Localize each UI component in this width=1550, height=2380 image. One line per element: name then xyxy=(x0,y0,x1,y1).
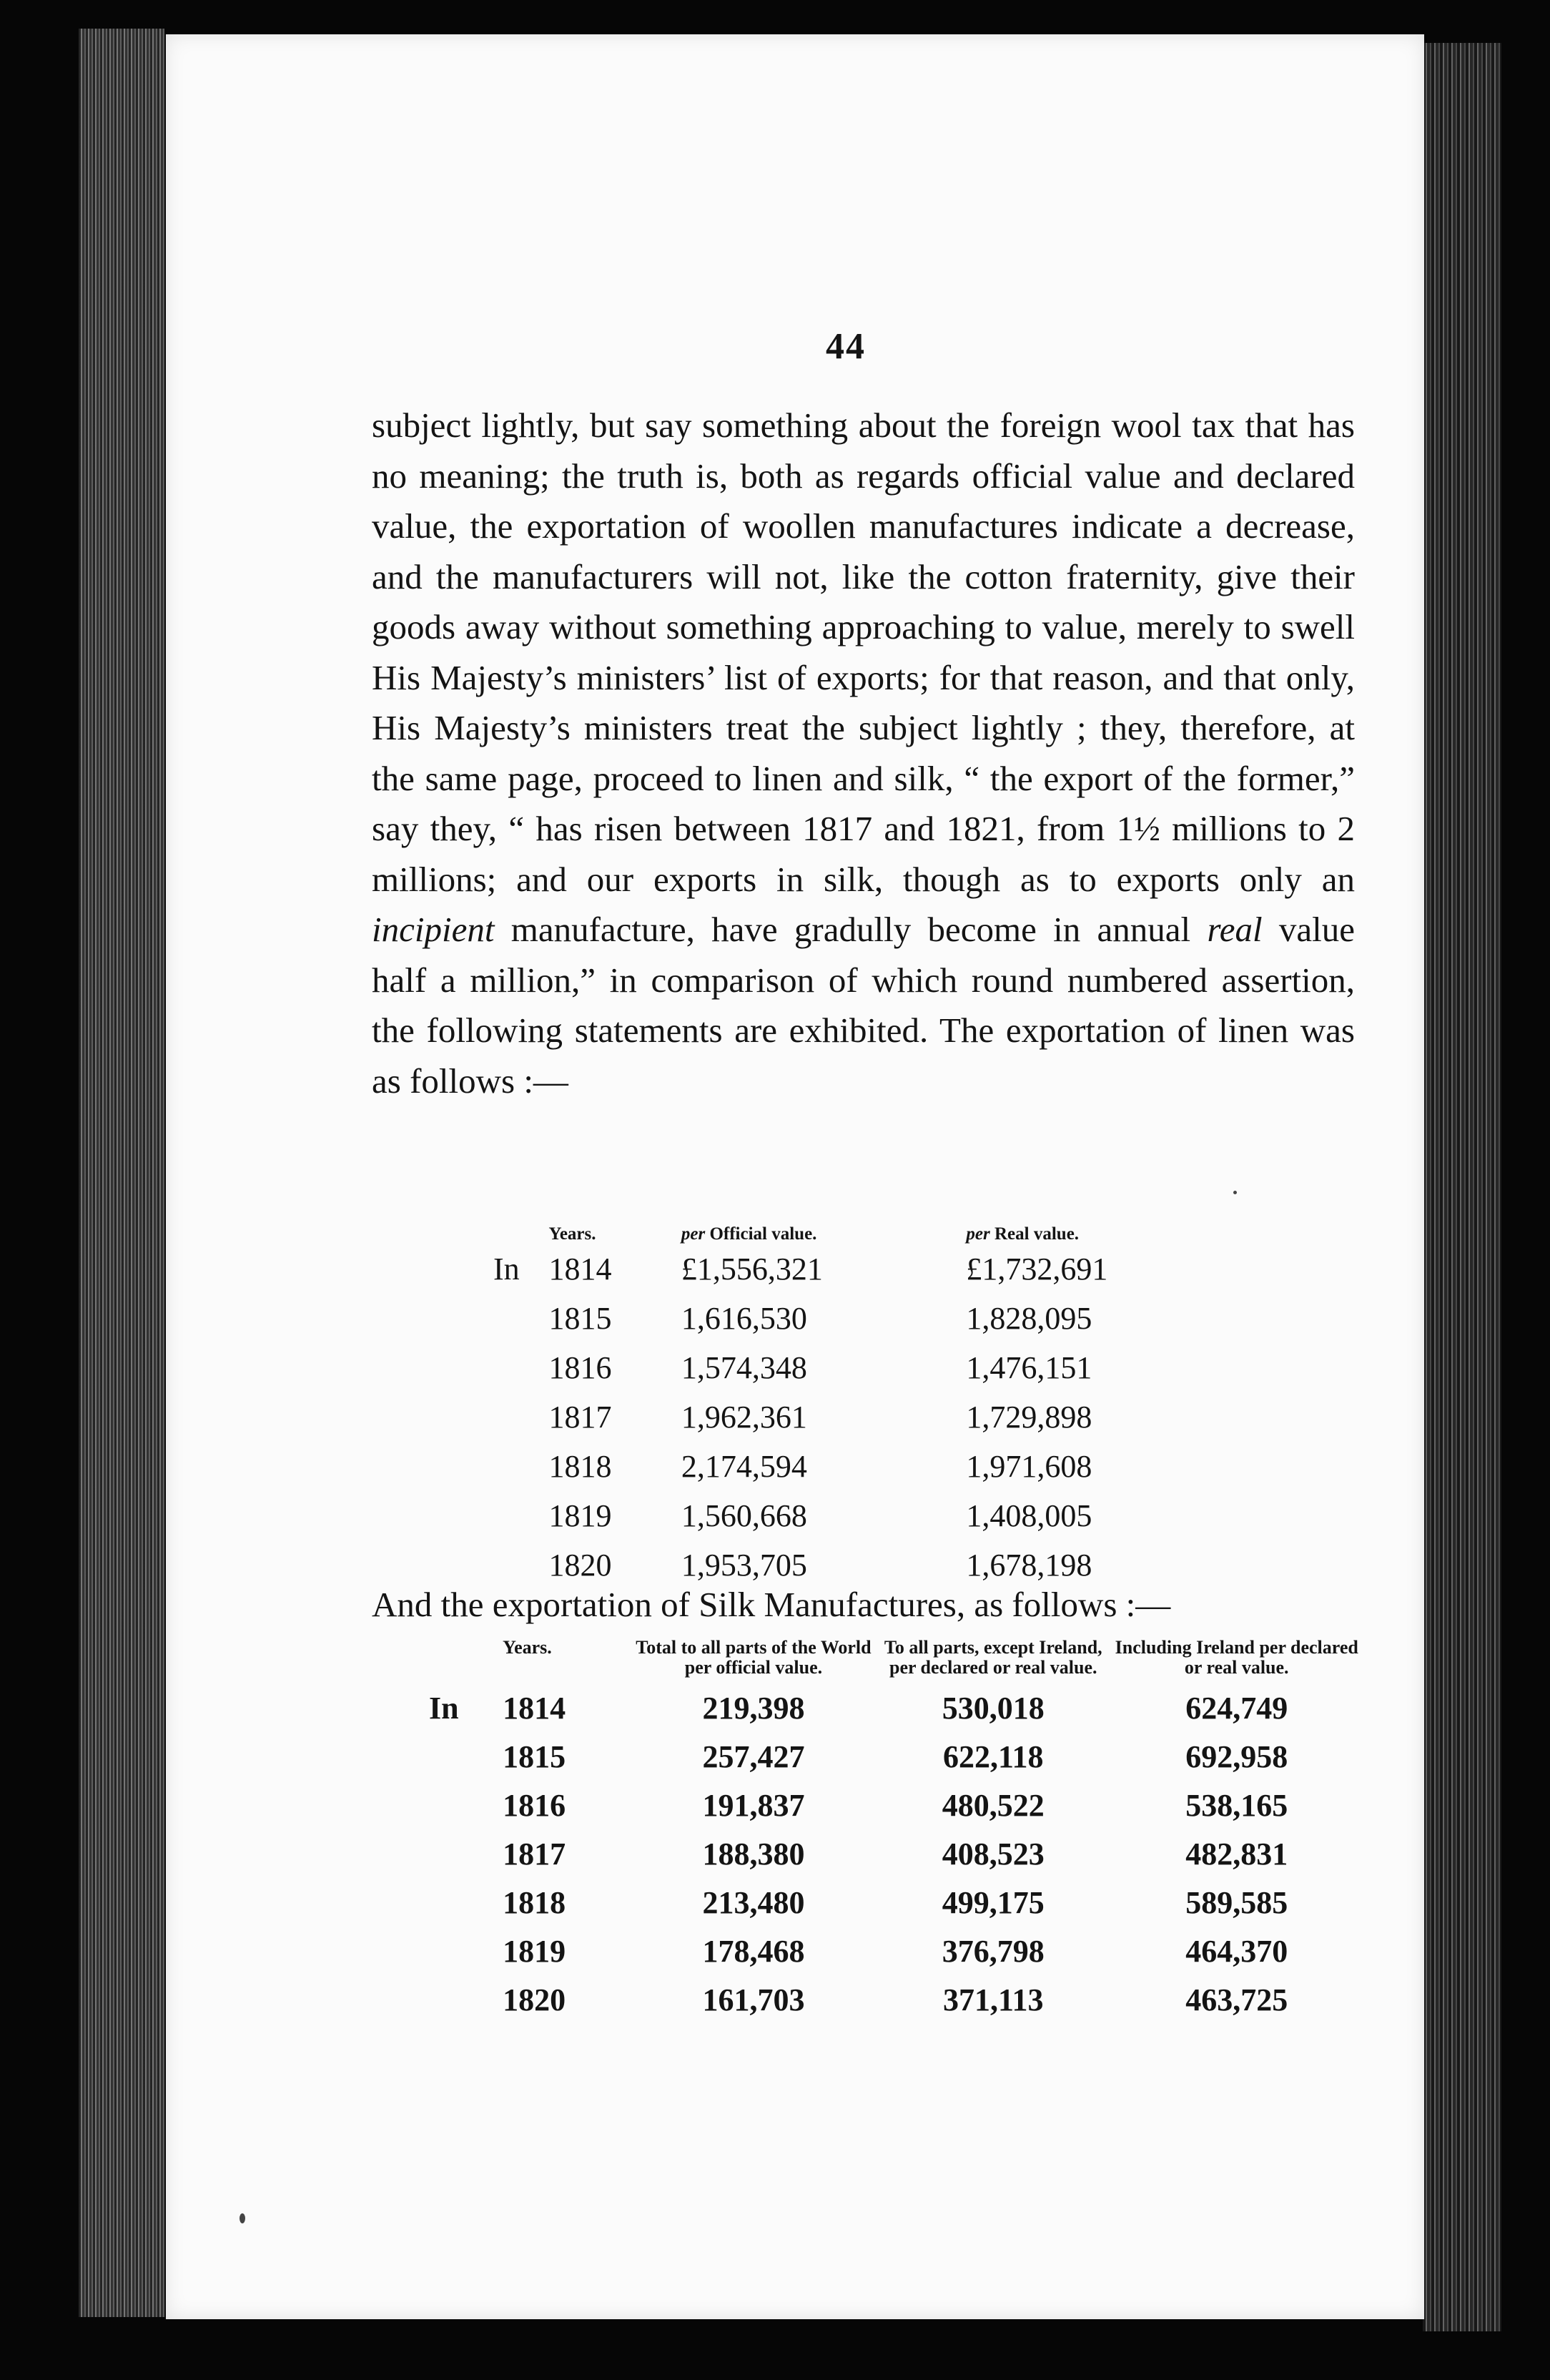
header-years: Years. xyxy=(503,1637,552,1658)
header-except-ireland: To all parts, except Ireland, per declared or real value. xyxy=(884,1637,1102,1678)
body-text-run: subject lightly, but say something about the foreign wool tax that has no meaning; the truth is, both as regards official value and declared value, the exportation of woollen manufactures indicate a decrease, and the manufacturers will not, like the cotton fraternity, give their goods away without something approaching to value, merely to swell His Majesty’s ministers’ list of exports; for that reason, and that only, His Majesty’s ministers treat the subject lightly ; they, therefore, at the same page, proceed to linen and silk, “ the export of the former,” say they, “ has risen between 1817 and 1821, from 1½ millions to 2 millions; and our exports in silk, though as to exports only an xyxy=(372,405,1355,899)
row-year: 1815 xyxy=(548,1301,612,1336)
table-row xyxy=(429,1829,1358,1878)
row-prefix: In xyxy=(429,1690,459,1726)
including-ireland-value: 464,370 xyxy=(1185,1933,1288,1969)
header-per: per xyxy=(966,1224,990,1244)
header-official-value xyxy=(667,1216,959,1244)
row-year: 1819 xyxy=(548,1498,612,1533)
row-year: 1820 xyxy=(548,1548,612,1583)
row-year: 1815 xyxy=(503,1739,566,1774)
book-edge-left xyxy=(79,29,164,2317)
body-paragraph xyxy=(372,400,1355,1106)
official-value: 1,953,705 xyxy=(681,1548,807,1583)
row-year: 1817 xyxy=(503,1836,566,1872)
except-ireland-value: 408,523 xyxy=(942,1836,1045,1872)
total-official-value: 161,703 xyxy=(702,1982,805,2017)
row-year: 1814 xyxy=(503,1690,566,1726)
header-years xyxy=(549,1216,667,1244)
official-value: 1,962,361 xyxy=(681,1400,807,1435)
table-header-row xyxy=(493,1216,1244,1244)
table-row xyxy=(493,1244,1244,1294)
real-value: 1,476,151 xyxy=(966,1350,1092,1385)
table-row xyxy=(493,1442,1244,1491)
row-prefix: In xyxy=(493,1252,520,1287)
including-ireland-value: 624,749 xyxy=(1185,1690,1288,1726)
official-value: 1,616,530 xyxy=(681,1301,807,1336)
scan-speck xyxy=(1233,1191,1237,1194)
official-value: £1,556,321 xyxy=(681,1252,823,1287)
row-prefix xyxy=(493,1294,549,1343)
silk-intro-line: And the exportation of Silk Manufactures, as follows :— xyxy=(372,1585,1171,1624)
row-prefix xyxy=(493,1442,549,1491)
row-year: 1816 xyxy=(548,1350,612,1385)
header-official-label: Official value. xyxy=(705,1224,817,1244)
total-official-value: 188,380 xyxy=(702,1836,805,1872)
table-row xyxy=(493,1392,1244,1442)
real-value: £1,732,691 xyxy=(966,1252,1108,1287)
including-ireland-value: 692,958 xyxy=(1185,1739,1288,1774)
official-value: 2,174,594 xyxy=(681,1449,807,1484)
row-prefix xyxy=(429,1927,503,1975)
table-row xyxy=(429,1683,1358,1732)
table-row xyxy=(429,1732,1358,1781)
row-prefix xyxy=(429,1829,503,1878)
table-row xyxy=(493,1343,1244,1392)
row-year: 1817 xyxy=(548,1400,612,1435)
real-value: 1,828,095 xyxy=(966,1301,1092,1336)
total-official-value: 213,480 xyxy=(702,1884,805,1920)
header-real-label: Real value. xyxy=(989,1224,1080,1244)
header-per: per xyxy=(681,1224,706,1244)
real-value: 1,678,198 xyxy=(966,1548,1092,1583)
header-total-official: Total to all parts of the World per official value. xyxy=(636,1637,872,1678)
header-blank xyxy=(429,1638,503,1683)
body-text-run: value half a million,” in comparison of which round numbered assertion, the following statements are exhibited. The exportation of linen was as follows :— xyxy=(372,910,1355,1101)
row-year: 1818 xyxy=(503,1884,566,1920)
official-value: 1,574,348 xyxy=(681,1350,807,1385)
book-edge-right xyxy=(1423,43,1501,2331)
row-year: 1814 xyxy=(548,1252,612,1287)
table-row xyxy=(429,1975,1358,2024)
header-blank xyxy=(493,1216,549,1244)
row-prefix xyxy=(493,1343,549,1392)
table-header-row xyxy=(429,1638,1358,1683)
including-ireland-value: 589,585 xyxy=(1185,1884,1288,1920)
table-row xyxy=(493,1294,1244,1343)
including-ireland-value: 482,831 xyxy=(1185,1836,1288,1872)
linen-exports-table xyxy=(493,1216,1244,1590)
except-ireland-value: 499,175 xyxy=(942,1884,1045,1920)
except-ireland-value: 371,113 xyxy=(942,1982,1044,2017)
row-year: 1819 xyxy=(503,1933,566,1969)
row-prefix xyxy=(493,1392,549,1442)
body-text-italic-incipient: incipient xyxy=(372,910,495,949)
row-prefix xyxy=(493,1491,549,1540)
table-row xyxy=(429,1927,1358,1975)
row-year: 1818 xyxy=(548,1449,612,1484)
total-official-value: 219,398 xyxy=(702,1690,805,1726)
table-row xyxy=(429,1781,1358,1829)
row-year: 1820 xyxy=(503,1982,566,2017)
scan-speck xyxy=(240,2213,245,2223)
total-official-value: 178,468 xyxy=(702,1933,805,1969)
real-value: 1,971,608 xyxy=(966,1449,1092,1484)
body-text-italic-real: real xyxy=(1207,910,1263,949)
total-official-value: 191,837 xyxy=(702,1787,805,1823)
official-value: 1,560,668 xyxy=(681,1498,807,1533)
except-ireland-value: 622,118 xyxy=(942,1739,1044,1774)
except-ireland-value: 376,798 xyxy=(942,1933,1045,1969)
total-official-value: 257,427 xyxy=(702,1739,805,1774)
years-label: Years. xyxy=(548,1224,596,1244)
row-year: 1816 xyxy=(503,1787,566,1823)
except-ireland-value: 530,018 xyxy=(942,1690,1045,1726)
table-row xyxy=(493,1491,1244,1540)
including-ireland-value: 538,165 xyxy=(1185,1787,1288,1823)
silk-exports-table xyxy=(429,1638,1358,2024)
including-ireland-value: 463,725 xyxy=(1185,1982,1288,2017)
row-prefix xyxy=(429,1975,503,2024)
body-text-run: manufacture, have gradully become in annual xyxy=(494,910,1208,949)
row-prefix xyxy=(429,1781,503,1829)
row-prefix xyxy=(429,1878,503,1927)
real-value: 1,408,005 xyxy=(966,1498,1092,1533)
header-including-ireland: Including Ireland per declared or real value. xyxy=(1115,1637,1358,1678)
table-row xyxy=(429,1878,1358,1927)
row-prefix xyxy=(429,1732,503,1781)
page-number: 44 xyxy=(826,326,866,367)
header-real-value xyxy=(959,1216,1244,1244)
except-ireland-value: 480,522 xyxy=(942,1787,1045,1823)
real-value: 1,729,898 xyxy=(966,1400,1092,1435)
